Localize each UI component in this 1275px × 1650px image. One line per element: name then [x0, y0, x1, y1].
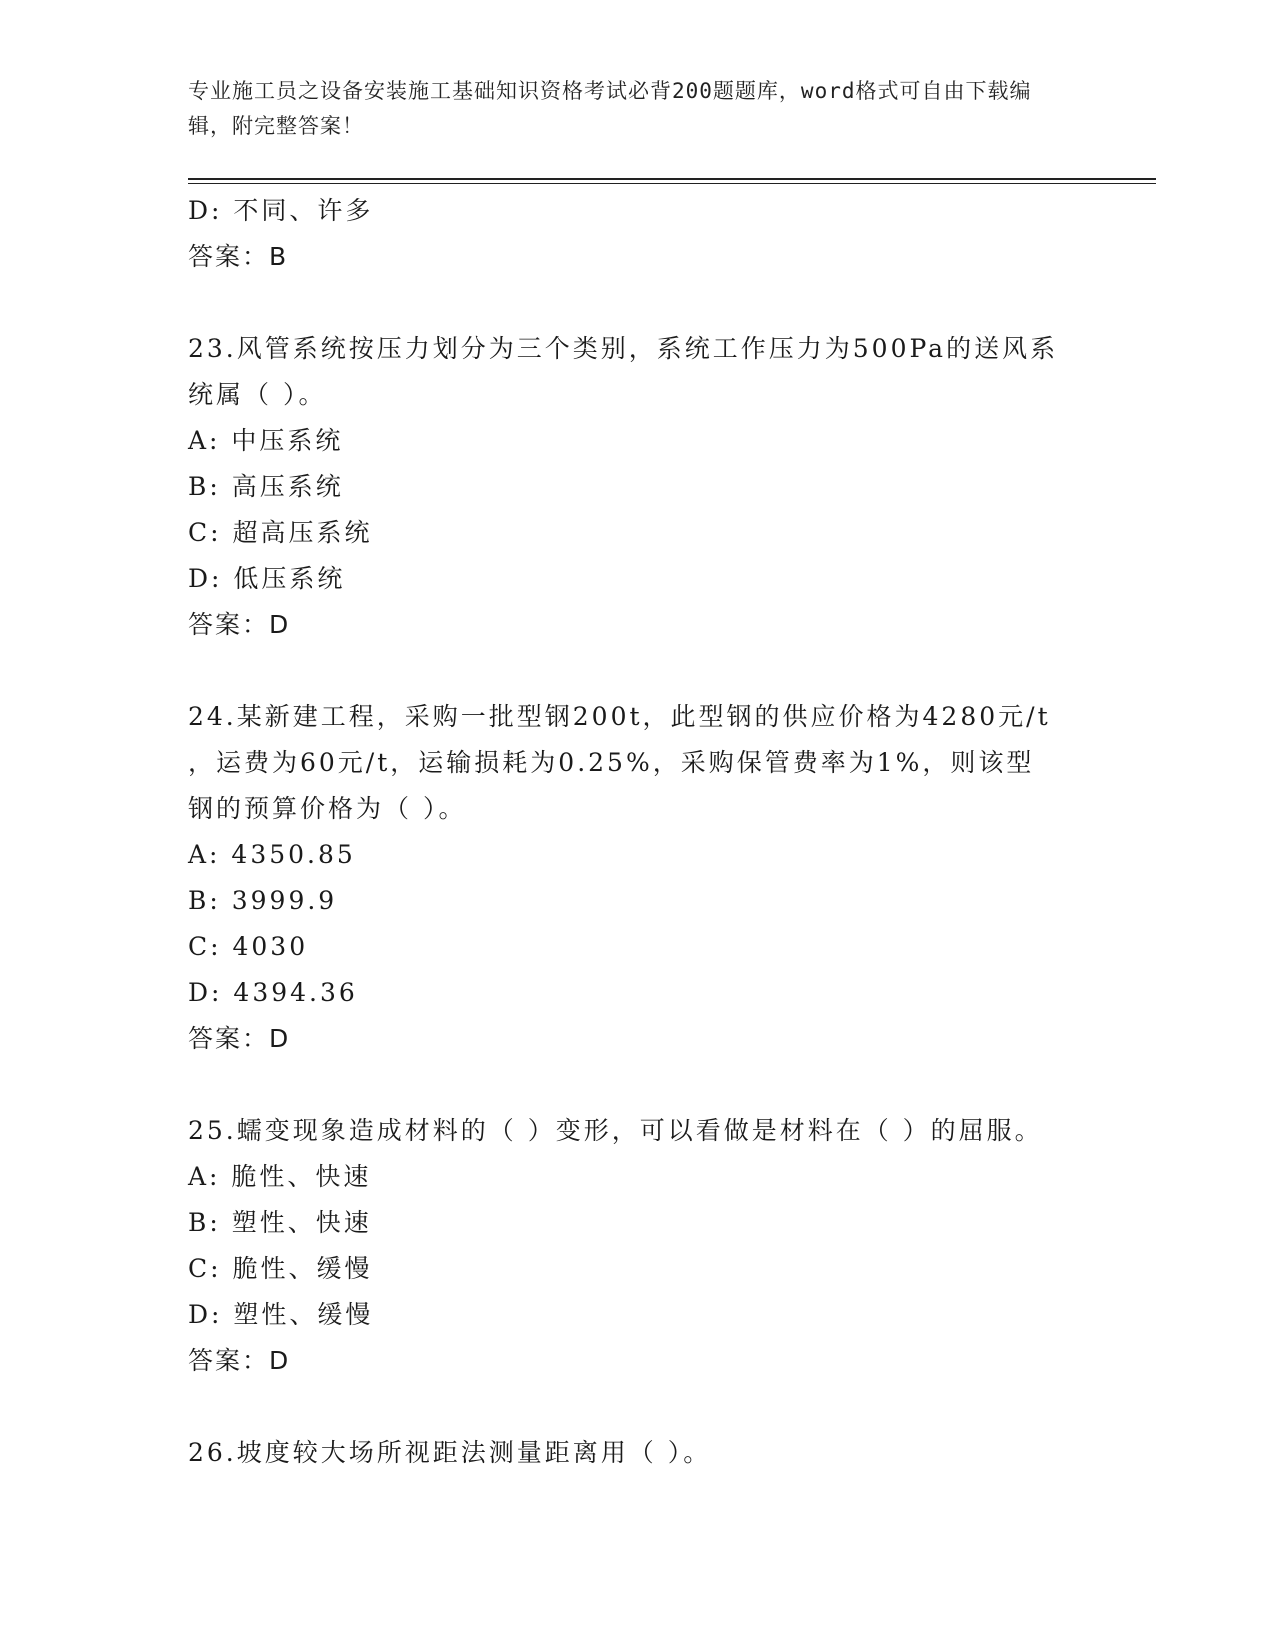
prev-question-option-d: D: 不同、许多: [188, 196, 374, 225]
prev-question-answer: 答案：B: [188, 242, 289, 271]
question-25-option-c: C: 脆性、缓慢: [188, 1254, 373, 1283]
question-24-stem-line-1: 24.某新建工程，采购一批型钢200t，此型钢的供应价格为4280元/t: [188, 702, 1051, 731]
spacer: [188, 280, 1078, 326]
question-24-option-b: B: 3999.9: [188, 886, 338, 915]
question-23-option-d: D: 低压系统: [188, 564, 346, 593]
spacer: [188, 648, 1078, 694]
question-24-option-d: D: 4394.36: [188, 978, 358, 1007]
question-24-option-c: C: 4030: [188, 932, 309, 961]
question-25-option-a: A: 脆性、快速: [188, 1162, 372, 1191]
question-23-stem-line-1: 23.风管系统按压力划分为三个类别，系统工作压力为500Pa的送风系: [188, 334, 1059, 363]
spacer: [188, 1062, 1078, 1108]
question-23: [188, 326, 1078, 648]
question-23-answer: 答案：D: [188, 610, 291, 639]
question-23-option-b: B: 高压系统: [188, 472, 344, 501]
question-24-option-a: A: 4350.85: [188, 840, 356, 869]
question-25: [188, 1108, 1078, 1384]
document-header: 专业施工员之设备安装施工基础知识资格考试必背200题题库，word格式可自由下载编辑，附完整答案！: [188, 79, 1032, 138]
question-24-answer: 答案：D: [188, 1024, 291, 1053]
spacer: [188, 1384, 1078, 1430]
question-26: [188, 1430, 1078, 1476]
question-25-option-d: D: 塑性、缓慢: [188, 1300, 374, 1329]
header-divider-thin: [188, 183, 1156, 184]
question-24-stem-line-3: 钢的预算价格为（ ）。: [188, 794, 467, 823]
header-divider-thick: [188, 178, 1156, 180]
question-content: [188, 188, 1078, 1476]
question-25-stem-line-1: 25.蠕变现象造成材料的（ ）变形，可以看做是材料在（ ）的屈服。: [188, 1116, 1043, 1145]
question-23-stem-line-2: 统属（ ）。: [188, 380, 327, 409]
question-25-option-b: B: 塑性、快速: [188, 1208, 372, 1237]
question-25-answer: 答案：D: [188, 1346, 291, 1375]
question-23-option-c: C: 超高压系统: [188, 518, 373, 547]
question-23-option-a: A: 中压系统: [188, 426, 344, 455]
question-24: [188, 694, 1078, 1062]
question-26-stem-line-1: 26.坡度较大场所视距法测量距离用（ ）。: [188, 1438, 712, 1467]
question-24-stem-line-2: ，运费为60元/t，运输损耗为0.25%，采购保管费率为1%，则该型: [188, 748, 1035, 777]
